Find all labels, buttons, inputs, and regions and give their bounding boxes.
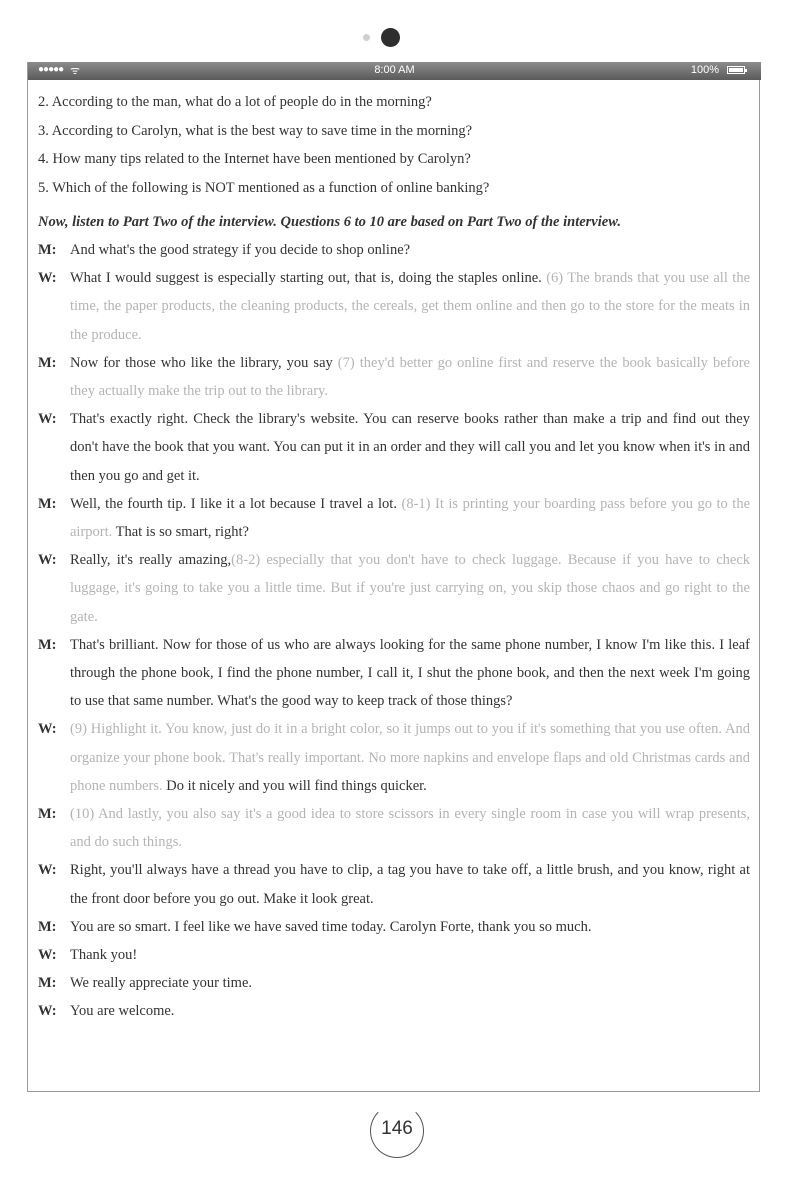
spoken-text: Thank you! <box>70 947 138 964</box>
dialogue-turn <box>38 800 750 856</box>
speaker-label: M: <box>38 242 57 258</box>
dialogue-turn <box>38 715 750 800</box>
question-item: 3. According to Carolyn, what is the best way to save time in the morning? <box>38 122 473 139</box>
page-content <box>38 88 750 1026</box>
spoken-text: We really appreciate your time. <box>70 975 253 992</box>
answer-text: (8-1) It is printing your boarding pass before you go to the airport. <box>70 495 751 541</box>
speaker-label: W: <box>38 862 57 879</box>
spoken-text: Do it nicely and you will find things quicker. <box>162 777 427 794</box>
dialogue-turn <box>38 856 750 912</box>
spoken-text: Right, you'll always have a thread you have to clip, a tag you have to take off, a little brush, and you know, right at the front door before you go out. Make it look great. <box>70 862 750 907</box>
speaker-label: W: <box>38 270 57 287</box>
dialogue-turn <box>38 405 750 490</box>
speaker-label: W: <box>38 947 57 964</box>
answer-text: (8-2) especially that you don't have to check luggage. Because if you have to check luggage, it's going to take you a little time. But if you're just carrying on, you skip those chaos and go right to the gate. <box>70 552 751 625</box>
speaker-label: W: <box>38 411 57 428</box>
spoken-text: That is so smart, right? <box>112 524 249 541</box>
spoken-text: You are welcome. <box>70 1003 175 1020</box>
dialogue-turn <box>38 941 750 969</box>
status-bar <box>28 62 761 80</box>
spoken-text: Really, it's really amazing, <box>70 552 232 569</box>
spoken-text: You are so smart. I feel like we have saved time today. Carolyn Forte, thank you so much. <box>70 918 592 935</box>
spoken-text: Now for those who like the library, you say <box>70 354 333 371</box>
wifi-icon: ᯤ <box>70 65 81 77</box>
dialogue-turn <box>38 546 750 631</box>
camera-dot <box>381 28 400 47</box>
question-item: 4. How many tips related to the Internet have been mentioned by Carolyn? <box>38 151 471 167</box>
battery-icon <box>727 66 745 74</box>
speaker-label: M: <box>38 918 57 935</box>
dialogue-turn <box>38 969 750 997</box>
speaker-label: W: <box>38 721 57 738</box>
device-screen <box>27 62 760 1092</box>
question-list <box>38 88 750 202</box>
speaker-label: M: <box>38 806 57 823</box>
spoken-text: Well, the fourth tip. I like it a lot because I travel a lot. <box>70 495 397 512</box>
question-item: 2. According to the man, what do a lot of people do in the morning? <box>38 94 432 110</box>
battery-percent: 100% <box>690 64 719 76</box>
spoken-text: What I would suggest is especially starting out, that is, doing the staples online. <box>70 270 542 287</box>
page-number: 146 <box>381 1118 413 1139</box>
dialogue-turn <box>38 997 750 1025</box>
page-number-badge <box>370 1104 426 1154</box>
speaker-label: M: <box>38 636 57 653</box>
speaker-label: W: <box>38 552 57 569</box>
dialogue-transcript <box>38 236 750 1026</box>
speaker-label: M: <box>38 975 57 992</box>
sensor-dot <box>363 34 370 41</box>
answer-text: (9) Highlight it. You know, just do it in a bright color, so it jumps out to you if it's something that you use often. And organize your phone book. That's really important. No more napkins and envelope flaps and old Christmas cards and phone numbers. <box>70 721 750 794</box>
device-camera <box>0 28 800 48</box>
section-instruction: Now, listen to Part Two of the interview. Questions 6 to 10 are based on Part Two of the interview. <box>38 214 621 230</box>
dialogue-turn <box>38 631 750 716</box>
dialogue-turn <box>38 264 750 349</box>
speaker-label: M: <box>38 354 57 371</box>
dialogue-turn <box>38 349 750 405</box>
question-item: 5. Which of the following is NOT mentioned as a function of online banking? <box>38 179 490 196</box>
speaker-label: M: <box>38 495 57 512</box>
status-time: 8:00 AM <box>374 64 415 76</box>
spoken-text: That's exactly right. Check the library's website. You can reserve books rather than make a trip and find out they don't have the book that you want. You can put it in an order and they will call you and let you know when it's in and then you go and get it. <box>70 411 750 484</box>
spoken-text: And what's the good strategy if you decide to shop online? <box>70 242 411 258</box>
signal-icon: ●●●●● <box>38 64 64 75</box>
dialogue-turn <box>38 913 750 941</box>
dialogue-turn <box>38 490 750 546</box>
speaker-label: W: <box>38 1003 57 1020</box>
spoken-text: That's brilliant. Now for those of us who are always looking for the same phone number, I know I'm like this. I leaf through the phone book, I find the phone number, I call it, I shut the phone book, and then the next week I'm going to use that same number. What's the good way to keep track of those things? <box>70 636 750 710</box>
answer-text: (6) The brands that you use all the time, the paper products, the cleaning products, the cereals, get them online and then go to the store for the meats in the produce. <box>70 270 750 343</box>
dialogue-turn <box>38 236 750 264</box>
answer-text: (10) And lastly, you also say it's a good idea to store scissors in every single room in case you will wrap presents, and do such things. <box>70 806 750 851</box>
answer-text: (7) they'd better go online first and reserve the book basically before they actually make the trip out to the library. <box>70 354 750 400</box>
